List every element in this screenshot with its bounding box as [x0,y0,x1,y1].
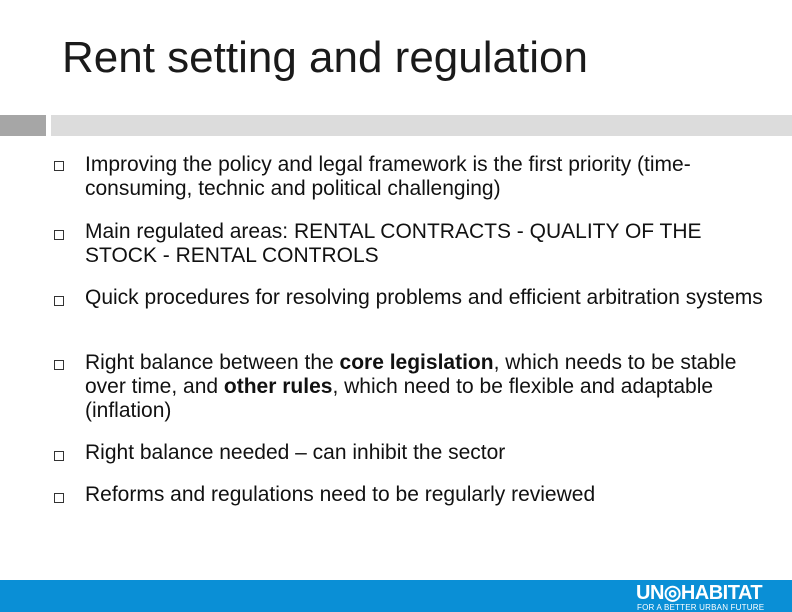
square-bullet-icon [54,493,64,503]
bullet-item-text [85,220,775,268]
logo-tagline: FOR A BETTER URBAN FUTURE [637,603,765,612]
logo-wordmark: UN◎HABITAT [636,582,763,604]
bullet-text-segment: Reforms and regulations need to be regularly reviewed [85,483,596,506]
bullet-text-segment: Main regulated areas: RENTAL CONTRACTS - QUALITY OF THE STOCK - RENTAL CONTROLS [85,220,702,267]
square-bullet-icon [54,451,64,461]
emphasis-text: other rules [223,375,333,398]
bullet-text-segment: , which needs to be stable over time, and [85,351,737,398]
un-habitat-logo [636,582,786,612]
square-bullet-icon [54,230,64,240]
bullet-item-text [85,153,775,201]
slide-title: Rent setting and regulation [62,33,588,82]
square-bullet-icon [54,360,64,370]
emphasis-text: core legislation [339,351,494,374]
bullet-text-segment: Quick procedures for resolving problems and efficient arbitration systems [85,286,763,309]
bullet-item-text [85,441,775,465]
bullet-item-text [85,351,775,423]
square-bullet-icon [54,296,64,306]
bullet-text-segment: Improving the policy and legal framework is the first priority (time-consuming, technic and political challenging) [85,153,691,200]
bullet-text-segment: Right balance needed – can inhibit the sector [85,441,506,464]
bullet-text-segment: , which need to be flexible and adaptable (inflation) [85,375,714,422]
bullet-text-segment: Right balance between the [85,351,340,374]
bullet-item-text [85,286,775,310]
bullet-item-text [85,483,775,507]
square-bullet-icon [54,161,64,171]
